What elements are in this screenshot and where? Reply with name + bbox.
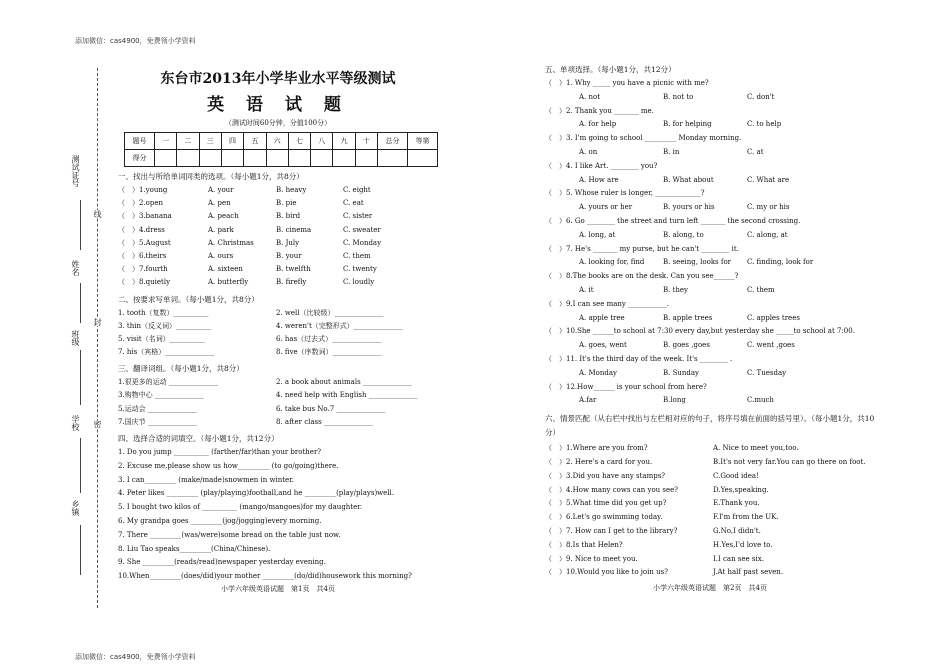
question: （ ）5.August <box>118 238 171 247</box>
option-c: C. don't <box>747 92 775 101</box>
binding-mark: 线 <box>93 210 102 218</box>
match-answer: A. Nice to meet you,too. <box>713 444 799 453</box>
section-5-options <box>545 367 875 381</box>
question: 5. visit（名词）__________ <box>118 334 205 343</box>
section-2-title: 二、按要求写单词。（每小题1分，共8分） <box>118 294 259 304</box>
option-b: B. they <box>663 285 689 294</box>
option-c: C. Tuesday <box>747 368 787 377</box>
section-5-question: （ ）12.How______ is your school from here? <box>545 382 707 391</box>
option-b: B. firefly <box>276 278 307 287</box>
section-2-row <box>118 320 438 333</box>
score-header-cell: 总分 <box>378 133 408 150</box>
section-1-item <box>118 263 438 276</box>
option-a: A. on <box>579 147 598 156</box>
match-answer: B.It's not very far.You can go there on foot. <box>713 457 866 466</box>
score-header-cell: 四 <box>221 133 243 150</box>
question: 6. take bus No.7 ______________ <box>276 404 386 413</box>
option-a: A. Monday <box>579 368 618 377</box>
match-question: （ ）2. Here's a card for you. <box>545 457 653 466</box>
section-5-title: 五、单项选择。（每小题1分，共12分） <box>545 65 676 74</box>
option-c: C. loudly <box>343 278 375 287</box>
option-c: C. them <box>343 251 371 260</box>
option-b: B. pie <box>276 199 297 208</box>
section-4-item: 5. I bought two kilos of __________ (mango/mangoes)for my daughter. <box>118 503 363 512</box>
option-b: B. along, to <box>663 230 704 239</box>
question: （ ）1.young <box>118 186 168 194</box>
binding-blank <box>80 200 81 250</box>
question: （ ）7.fourth <box>118 265 168 274</box>
option-c: C. apples trees <box>747 313 800 322</box>
question: 3.购物中心 ______________ <box>118 391 204 400</box>
score-row-label: 得分 <box>125 150 155 167</box>
score-cell <box>199 150 221 167</box>
option-c: C. at <box>747 147 764 156</box>
question: 2. a book about animals ______________ <box>276 378 412 387</box>
section-6-row <box>545 511 875 525</box>
section-2-row <box>118 307 438 320</box>
section-4-item: 4. Peter likes _________ (play/playing)football,and he _________(play/plays)well. <box>118 489 395 498</box>
score-header-cell: 十 <box>355 133 377 150</box>
option-b: B. cinema <box>276 225 312 234</box>
option-c: C. to help <box>747 120 782 129</box>
section-5-question: （ ）9.I can see many ___________. <box>545 299 669 308</box>
option-a: A. Christmas <box>208 238 254 247</box>
binding-label: 姓名 <box>71 260 80 276</box>
page-footer-right: 小学六年级英语试题 第2页 共4页 <box>653 584 767 593</box>
section-1-item <box>118 197 438 210</box>
option-b: B. not to <box>663 92 694 101</box>
option-a: A. park <box>208 225 234 234</box>
section-4-item: 6. My grandpa goes _________(jog/jogging)every morning. <box>118 516 322 525</box>
page-footer-left: 小学六年级英语试题 第1页 共4页 <box>221 584 335 593</box>
match-question: （ ）5.What time did you get up? <box>545 499 667 508</box>
section-1-item <box>118 210 438 223</box>
option-c: C. eat <box>343 199 364 208</box>
option-b: B. your <box>276 251 302 260</box>
section-5-question: （ ）10.She ______to school at 7:30 every day,but yesterday she _____to school at 7:00. <box>545 327 855 336</box>
option-c: C. went ,goes <box>747 341 795 350</box>
section-3-row <box>118 389 438 402</box>
option-b: B. seeing, looks for <box>663 258 732 267</box>
option-a: A. goes, went <box>579 341 627 350</box>
option-c: C. What are <box>747 175 790 184</box>
section-4-item: 9. She _________(reads/read)newspaper yesterday evening. <box>118 558 326 567</box>
section-5-options <box>545 229 875 243</box>
option-a: A. pen <box>208 199 231 208</box>
section-5-options <box>545 256 875 270</box>
option-a: A. sixteen <box>208 265 243 274</box>
section-4-item: 1. Do you jump __________ (farther/far)than your brother? <box>118 448 322 456</box>
option-b: B. apple trees <box>663 313 713 322</box>
match-answer: I.I can see six. <box>713 554 764 563</box>
section-5-options <box>545 339 875 353</box>
option-c: C. them <box>747 285 775 294</box>
question: 6. has（过去式）______________ <box>276 334 382 343</box>
section-5-question: （ ）11. It's the third day of the week. It's ________ . <box>545 354 733 363</box>
section-4-item: 3. I can_________ (make/made)snowmen in winter. <box>118 475 294 484</box>
match-answer: E.Thank you. <box>713 499 760 508</box>
option-a: A. looking for, find <box>579 258 645 267</box>
question: 5.运动会 ______________ <box>118 404 197 413</box>
question: 1. tooth（复数）__________ <box>118 308 209 317</box>
section-6-row <box>545 442 875 456</box>
option-b: B.long <box>663 396 686 405</box>
score-cell <box>266 150 288 167</box>
section-4-item: 8. Liu Tao speaks_________(China/Chinese). <box>118 544 271 553</box>
section-5-options <box>545 394 875 408</box>
section-1-item <box>118 184 438 197</box>
question: 4. need help with English ______________ <box>276 391 418 400</box>
binding-blank <box>80 438 81 493</box>
question: 2. well（比较级）______________ <box>276 308 384 317</box>
score-cell <box>378 150 408 167</box>
section-1-item <box>118 224 438 237</box>
option-c: C.much <box>747 396 774 405</box>
binding-label: 测试证号 <box>71 155 80 187</box>
match-question: （ ）8.Is that Helen? <box>545 540 623 549</box>
score-cell <box>154 150 176 167</box>
binding-label: 乡镇 <box>71 500 80 516</box>
match-question: （ ）4.How many cows can you see? <box>545 485 679 494</box>
score-header-cell: 五 <box>244 133 266 150</box>
section-4-item: 10.When_________(does/did)your mother _________(do/did)housework this morning? <box>118 572 412 581</box>
match-answer: D.Yes,speaking. <box>713 485 769 494</box>
binding-dashed-line <box>97 68 98 608</box>
score-row <box>125 150 438 167</box>
subject-title: 英 语 试 题 <box>207 95 349 115</box>
option-a: A. How are <box>579 175 619 184</box>
question: （ ）3.banana <box>118 212 172 221</box>
option-c: C. sister <box>343 212 373 221</box>
section-5-options <box>545 118 875 132</box>
section-5-options <box>545 174 875 188</box>
section-3-row <box>118 403 438 416</box>
exam-title: 东台市2013年小学毕业水平等级测试 <box>160 71 396 87</box>
option-a: A. butterfly <box>208 278 249 287</box>
section-4-item: 2. Excuse me,please show us how_________ (to go/going)there. <box>118 461 339 470</box>
section-1-item <box>118 250 438 263</box>
watermark-bottom: 添加微信：cas4900，免费领小学资料 <box>75 653 196 661</box>
match-question: （ ）3.Did you have any stamps? <box>545 471 666 480</box>
option-c: C. Monday <box>343 238 382 247</box>
option-a: A. it <box>579 285 594 294</box>
section-6-row <box>545 470 875 484</box>
section-5-options <box>545 91 875 105</box>
section-6-row <box>545 484 875 498</box>
binding-label: 学校 <box>71 415 80 431</box>
score-header-cell: 一 <box>154 133 176 150</box>
section-1-item <box>118 237 438 250</box>
match-answer: C.Good idea! <box>713 471 759 480</box>
question: （ ）8.quietly <box>118 278 171 287</box>
score-cell <box>355 150 377 167</box>
watermark-top: 添加微信：cas4900，免费领小学资料 <box>75 37 196 45</box>
score-cell <box>333 150 355 167</box>
option-b: B. in <box>663 147 680 156</box>
section-6-row <box>545 456 875 470</box>
score-header-cell: 二 <box>177 133 199 150</box>
question: （ ）6.theirs <box>118 251 167 260</box>
section-5-question: （ ）6. Go ________ the street and turn left _______ the second crossing. <box>545 216 801 225</box>
score-header-cell: 八 <box>311 133 333 150</box>
score-cell <box>408 150 438 167</box>
option-b: B. goes ,goes <box>663 341 710 350</box>
section-5-question: （ ）2. Thank you _______ me. <box>545 106 654 115</box>
binding-blank <box>80 283 81 323</box>
section-6-title: 六、情景匹配（从右栏中找出与左栏相对应的句子，将序号填在前面的括号里）。（每小题1分，共10分） <box>545 414 875 438</box>
option-c: C. my or his <box>747 203 790 212</box>
match-question: （ ）7. How can I get to the library? <box>545 526 678 535</box>
section-5-options <box>545 201 875 215</box>
score-header-cell: 六 <box>266 133 288 150</box>
match-answer: G.No,I didn't. <box>713 526 761 535</box>
exam-subtitle: （测试时间60分钟，分值100分） <box>224 119 332 127</box>
section-6-row <box>545 525 875 539</box>
score-header-cell: 九 <box>333 133 355 150</box>
option-a: A. yours or her <box>579 203 633 212</box>
match-answer: F.I'm from the UK. <box>713 513 779 522</box>
question: 8. five（序数词）______________ <box>276 348 382 357</box>
section-4-title: 四、选择合适的词填空。（每小题1分，共12分） <box>118 434 279 443</box>
section-4-item: 7. There _________(was/were)some bread on the table just now. <box>118 530 341 539</box>
section-1-title: 一、找出与所给单词同类的选项。（每小题1分，共8分） <box>118 172 304 181</box>
option-b: B. July <box>276 238 300 247</box>
page-left <box>118 60 438 594</box>
section-5-options <box>545 146 875 160</box>
binding-mark: 密 <box>93 420 102 428</box>
option-c: C. twenty <box>343 265 377 274</box>
section-5-question: （ ）7. He's _______ my purse, but he can't ________ it. <box>545 244 739 253</box>
match-answer: H.Yes,I'd love to. <box>713 540 773 549</box>
section-3-title: 三、翻译词组。（每小题1分，共8分） <box>118 364 244 374</box>
option-c: C. along, at <box>747 230 788 239</box>
question: 7. his（宾格）______________ <box>118 348 215 357</box>
section-5-question: （ ）8.The books are on the desk. Can you see______? <box>545 272 739 281</box>
option-a: A. ours <box>208 251 234 260</box>
section-3-row <box>118 416 438 429</box>
section-2-row <box>118 346 438 359</box>
section-5-question: （ ）1. Why _____ you have a picnic with me? <box>545 79 709 87</box>
section-6-row <box>545 497 875 511</box>
question: （ ）4.dress <box>118 225 165 234</box>
match-question: （ ）10.Would you like to join us? <box>545 568 668 577</box>
section-3-row <box>118 376 438 389</box>
section-6-row <box>545 566 875 580</box>
question: （ ）2.open <box>118 199 164 208</box>
score-header-cell: 七 <box>288 133 310 150</box>
section-5-question: （ ）3. I'm going to school _________ Monday morning. <box>545 134 742 143</box>
section-5-question: （ ）5. Whose ruler is longer, _____________? <box>545 189 705 198</box>
option-c: C. sweater <box>343 225 381 234</box>
match-answer: J.At half past seven. <box>713 568 784 577</box>
question: 8. after class ______________ <box>276 417 373 426</box>
score-header-cell: 三 <box>199 133 221 150</box>
match-question: （ ）6.Let's go swimming today. <box>545 513 663 522</box>
section-1-list <box>118 184 438 290</box>
score-header-cell: 等第 <box>408 133 438 150</box>
option-a: A. for help <box>579 120 617 129</box>
score-cell <box>244 150 266 167</box>
option-a: A. long, at <box>579 230 616 239</box>
section-6-row <box>545 539 875 553</box>
binding-blank <box>80 525 81 575</box>
option-b: B. Sunday <box>663 368 700 377</box>
option-a: A. not <box>579 92 601 101</box>
section-5-options <box>545 312 875 326</box>
option-b: B. twelfth <box>276 265 311 274</box>
option-c: C. finding, look for <box>747 258 814 267</box>
section-2-row <box>118 333 438 346</box>
match-question: （ ）9. Nice to meet you. <box>545 554 638 563</box>
option-a: A. your <box>208 186 234 194</box>
section-5-question: （ ）4. I like Art. ________ you? <box>545 161 658 170</box>
option-b: B. yours or his <box>663 203 715 212</box>
option-b: B. bird <box>276 212 301 221</box>
question: 3. thin（反义词）__________ <box>118 321 211 330</box>
match-question: （ ）1.Where are you from? <box>545 444 648 453</box>
score-header-row <box>125 133 438 150</box>
score-cell <box>177 150 199 167</box>
option-b: B. for helping <box>663 120 712 129</box>
section-6-row <box>545 553 875 567</box>
question: 7.国庆节 ______________ <box>118 417 197 426</box>
option-a: A.far <box>579 396 597 405</box>
page-right <box>545 64 875 593</box>
binding-label: 班级 <box>71 330 80 346</box>
binding-mark: 封 <box>93 318 102 326</box>
option-b: B. What about <box>663 175 714 184</box>
score-table <box>124 132 438 167</box>
option-c: C. eight <box>343 186 371 194</box>
option-b: B. heavy <box>276 186 307 194</box>
score-cell <box>311 150 333 167</box>
question: 1.很更多的运动 ______________ <box>118 378 218 387</box>
score-header-cell: 题号 <box>125 133 155 150</box>
section-1-item <box>118 276 438 289</box>
score-cell <box>288 150 310 167</box>
score-cell <box>221 150 243 167</box>
option-a: A. peach <box>208 212 239 221</box>
binding-blank <box>80 350 81 405</box>
question: 4. weren't（完整形式）______________ <box>276 321 403 330</box>
section-5-options <box>545 284 875 298</box>
option-a: A. apple tree <box>579 313 625 322</box>
